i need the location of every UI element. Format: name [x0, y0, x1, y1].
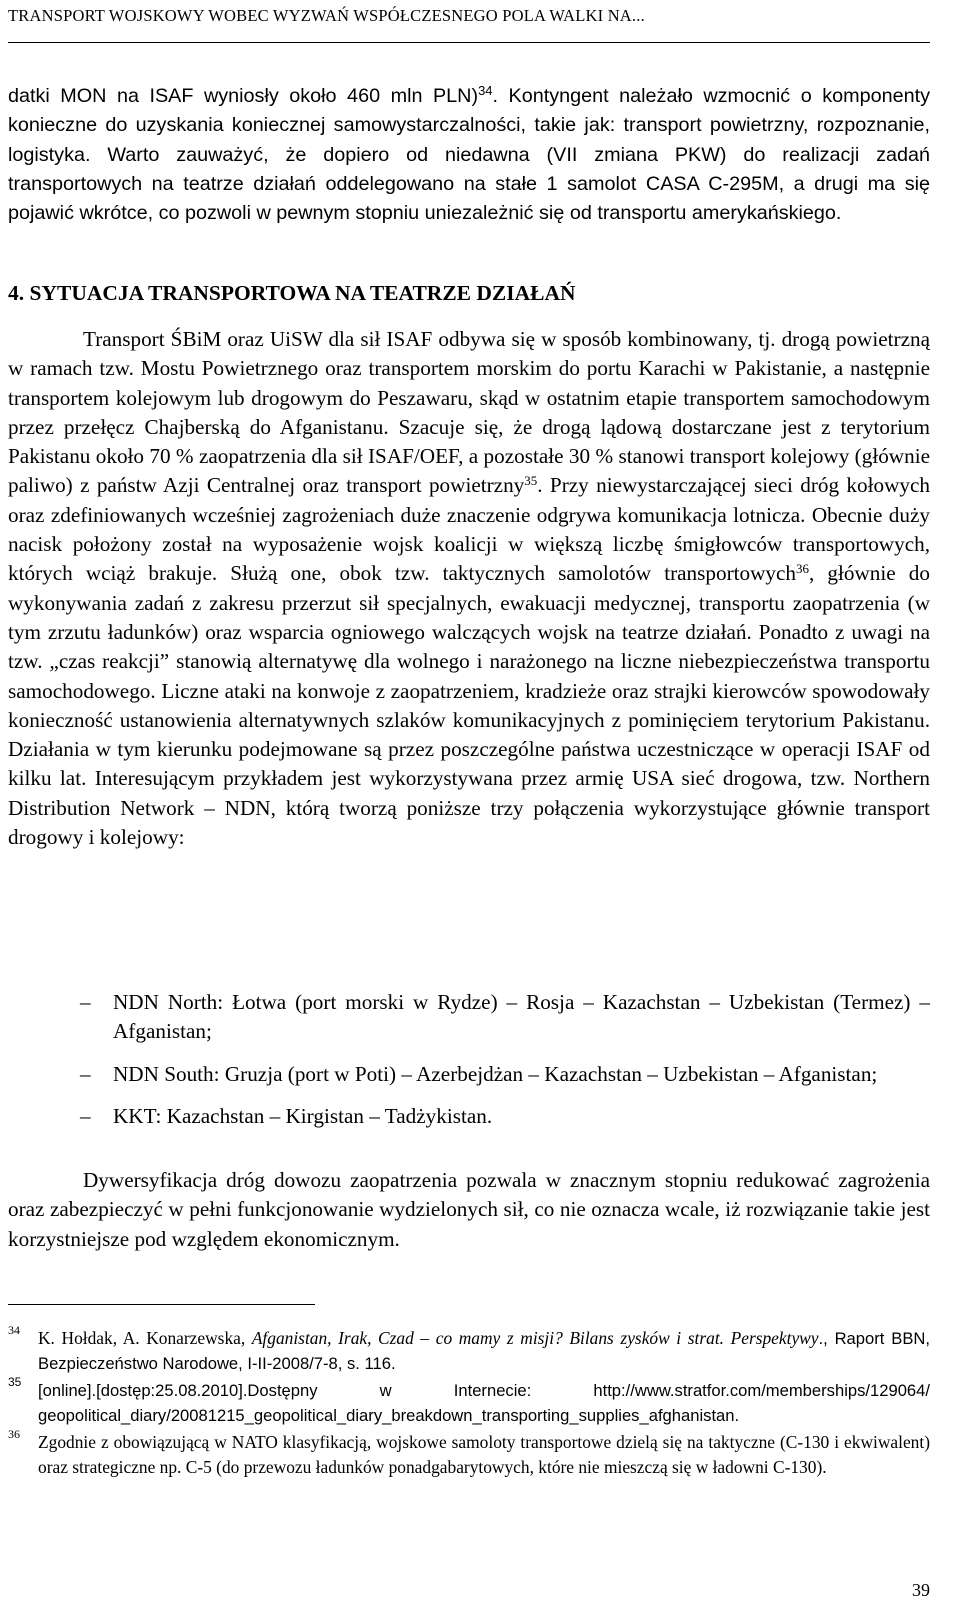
dash-bullet: – [80, 1061, 91, 1086]
page-number: 39 [912, 1580, 930, 1600]
list-item [8, 1102, 930, 1131]
footnote-text[interactable]: [online].[dostęp:25.08.2010].Dostępny w Internecie: http://www.stratfor.com/memberships/129064/ geopolitical_diary/20081215_geopolitical_diary_breakdown_transporting_supplies_afghanistan. [38, 1381, 930, 1425]
footnote-separator [8, 1304, 315, 1305]
footnote-title: Afganistan, Irak, Czad – co mamy z misji? Bilans zysków i strat. Perspektywy [251, 1328, 819, 1348]
running-header: TRANSPORT WOJSKOWY WOBEC WYZWAŃ WSPÓŁCZESNEGO POLA WALKI NA... [8, 6, 645, 25]
footnote-number: 34 [8, 1323, 20, 1337]
footnote-text: K. Hołdak, A. Konarzewska, [38, 1328, 252, 1348]
footnote-ref-36[interactable]: 36 [796, 561, 810, 577]
paragraph-text: , głównie do wykonywania zadań z zakresu przerzut sił specjalnych, ewakuacji medycznej, transportu zaopatrzenia (w tym zrzutu ładunków) oraz wsparcia ogniowego walczących wojsk na teatrze działań. Ponadto z uwagi na tzw. „czas reakcji” stanowią alternatywę dla wolnego i narażonego na liczne niebezpieczeństwa transportu samochodowego. Liczne ataki na konwoje z zaopatrzeniem, kradzieże oraz strajki kierowców spowodowały konieczność ustanowienia alternatywnych szlaków komunikacyjnych z pominięciem terytorium Pakistanu. Działania w tym kierunku podejmowane są przez poszczególne państwa uczestniczące w operacji ISAF od kilku lat. Interesującym przykładem jest wykorzystywana przez armię USA sieć drogowa, tzw. Northern Distribution Network – NDN, którą tworzą poniższe trzy połączenia wykorzystujące głównie transport drogowy i kolejowy: [8, 561, 930, 850]
route-list [8, 988, 930, 1144]
dash-bullet: – [80, 1103, 91, 1128]
paragraph-text: datki MON na ISAF wyniosły około 460 mln PLN) [8, 85, 479, 107]
footnote-36 [8, 1427, 930, 1480]
footnote-34 [8, 1323, 930, 1376]
paragraph-main [8, 325, 930, 852]
paragraph-conclusion: Dywersyfikacja dróg dowozu zaopatrzenia pozwala w znacznym stopniu redukować zagrożenia oraz zabezpieczyć w pełni funkcjonowanie wydzielonych sił, co nie oznacza wcale, iż rozwiązanie takie jest korzystniejsze pod względem ekonomicznym. [8, 1168, 930, 1251]
dash-bullet: – [80, 990, 91, 1014]
paragraph-continuation [8, 82, 930, 228]
list-item-text: NDN South: Gruzja (port w Poti) – Azerbejdżan – Kazachstan – Uzbekistan – Afganistan; [113, 1061, 878, 1086]
list-item-text: KKT: Kazachstan – Kirgistan – Tadżykistan. [113, 1103, 493, 1128]
footnote-number: 35 [8, 1375, 22, 1389]
section-heading: 4. SYTUACJA TRANSPORTOWA NA TEATRZE DZIAŁAŃ [8, 281, 576, 305]
footnote-number: 36 [8, 1427, 20, 1441]
footnote-ref-35[interactable]: 35 [524, 473, 538, 489]
footnote-text: Zgodnie z obowiązującą w NATO klasyfikacją, wojskowe samoloty transportowe dzielą się na taktyczne (C-130 i ekwiwalent) oraz strategiczne np. C-5 (do przewozu ładunków ponadgabarytowych, które nie mieszczą się w ładowni C-130). [38, 1432, 930, 1477]
paragraph-text: . Kontyngent należało wzmocnić o komponenty konieczne do uzyskania koniecznej samowystarczalności, takie jak: transport powietrzny, rozpoznanie, logistyka. Warto zauważyć, że dopiero od niedawna (VII zmiana PKW) do realizacji zadań transportowych na teatrze działań oddelegowano na stałe 1 samolot CASA C-295M, a drugi ma się pojawić wkrótce, co pozwoli w pewnym stopniu uniezależnić się od transportu amerykańskiego. [8, 85, 930, 225]
paragraph-text: . Przy niewystarczającej sieci dróg kołowych oraz zdefiniowanych wcześniej zagrożeniach duże znaczenie odgrywa komunikacja lotnicza. Obecnie duży nacisk położony został na wyposażenie wojsk koalicji w większą liczbę śmigłowców transportowych, których wciąż brakuje. Służą one, obok tzw. taktycznych samolotów transportowych [8, 473, 930, 586]
footnote-text: ., Raport BBN, Bezpieczeństwo Narodowe, I-II-2008/7-8, s. 116. [38, 1329, 930, 1373]
footnote-35 [8, 1375, 930, 1428]
header-rule [8, 42, 930, 43]
footnotes [8, 1323, 930, 1482]
paragraph-text: Transport ŚBiM oraz UiSW dla sił ISAF odbywa się w sposób kombinowany, tj. drogą powietrzną w ramach tzw. Mostu Powietrznego oraz transportem morskim do portu Karachi w Pakistanie, a następnie transportem kolejowym lub drogowym do Peszawaru, skąd w ostatnim etapie transportem samochodowym przez przełęcz Chajberską do Afganistanu. Szacuje się, że drogą lądową dostarczane jest z terytorium Pakistanu około 70 % zaopatrzenia dla sił ISAF/OEF, a pozostałe 30 % stanowi transport kolejowy (głównie paliwo) z państw Azji Centralnej oraz transport powietrzny [8, 327, 930, 498]
list-item-text: NDN North: Łotwa (port morski w Rydze) – Rosja – Kazachstan – Uzbekistan (Termez) – Afganistan; [113, 990, 930, 1044]
list-item [8, 988, 930, 1047]
list-item [8, 1060, 930, 1089]
footnote-ref-34[interactable]: 34 [478, 83, 493, 98]
